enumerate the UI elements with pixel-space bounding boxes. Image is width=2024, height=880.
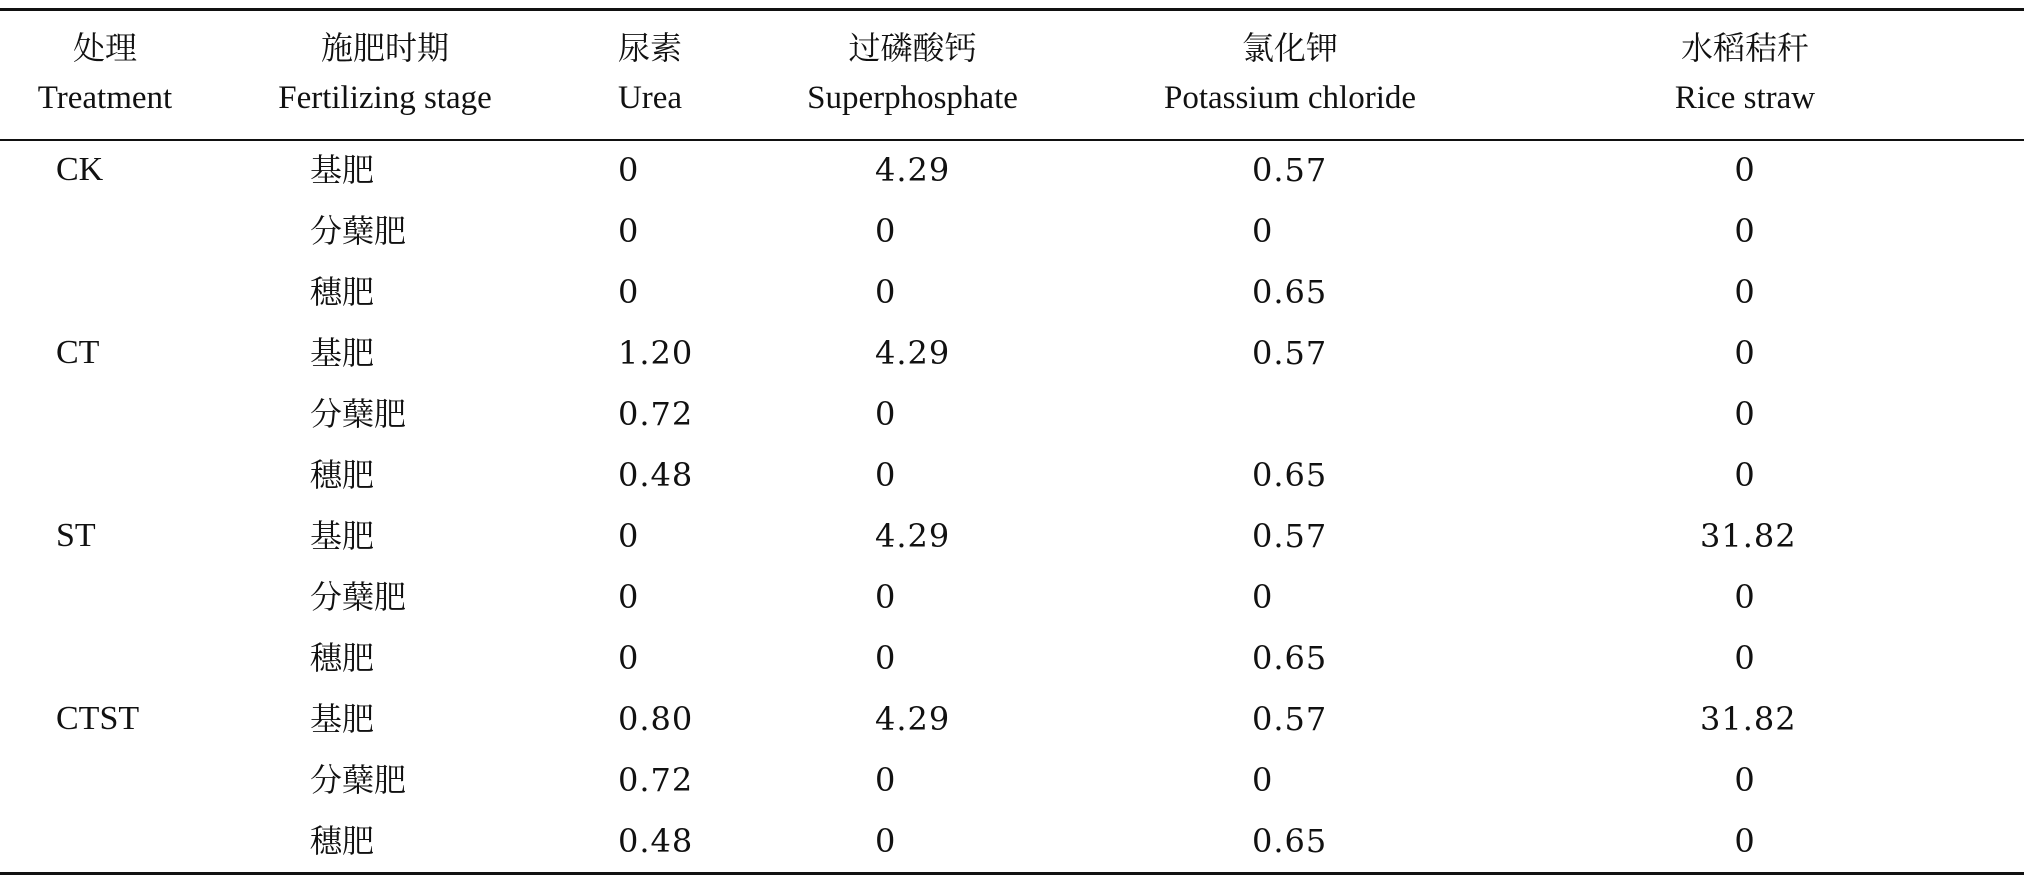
cell-urea: 1.20: [618, 334, 694, 372]
cell-stage: 基肥: [310, 151, 375, 189]
header-treatment-zh: 处理: [72, 29, 137, 67]
cell-stage: 穗肥: [310, 822, 375, 860]
header-treatment-en: Treatment: [37, 80, 173, 116]
cell-urea: 0.72: [618, 761, 694, 799]
table-row: [0, 750, 2024, 811]
table-row: [0, 384, 2024, 445]
table-row: [0, 811, 2024, 872]
cell-potassium: 0.65: [1252, 273, 1328, 311]
cell-urea: 0: [618, 578, 640, 616]
cell-potassium: 0.65: [1252, 639, 1328, 677]
table-row: [0, 628, 2024, 689]
table-row: [0, 567, 2024, 628]
cell-urea: 0.48: [618, 456, 694, 494]
cell-straw: 0: [1734, 151, 1756, 189]
cell-urea: 0.80: [618, 700, 694, 738]
table-row: [0, 262, 2024, 323]
table-row: [0, 140, 2024, 201]
cell-potassium: 0.57: [1252, 151, 1328, 189]
cell-superphosphate: 0: [875, 395, 897, 433]
cell-urea: 0: [618, 639, 640, 677]
table-row: [0, 201, 2024, 262]
cell-stage: 基肥: [310, 517, 375, 555]
cell-urea: 0: [618, 517, 640, 555]
header-potassium-zh: 氯化钾: [1241, 29, 1338, 67]
cell-treatment: CT: [56, 334, 100, 371]
header-stage: [245, 24, 525, 116]
header-superphosphate-en: Superphosphate: [807, 80, 1018, 116]
cell-straw: 0: [1734, 273, 1756, 311]
cell-urea: 0.48: [618, 822, 694, 860]
header-urea-en: Urea: [617, 80, 683, 116]
header-potassium: [1125, 24, 1455, 116]
cell-potassium: 0: [1252, 761, 1274, 799]
header-superphosphate: [770, 24, 1055, 116]
cell-potassium: 0.65: [1252, 822, 1328, 860]
table-bottom-rule: [0, 872, 2024, 875]
cell-superphosphate: 0: [875, 761, 897, 799]
header-urea-zh: 尿素: [617, 29, 682, 67]
cell-urea: 0: [618, 273, 640, 311]
cell-stage: 分蘖肥: [310, 395, 407, 433]
cell-urea: 0: [618, 212, 640, 250]
table-row: [0, 506, 2024, 567]
header-straw-zh: 水稻秸秆: [1680, 29, 1809, 67]
cell-stage: 穗肥: [310, 273, 375, 311]
cell-stage: 穗肥: [310, 639, 375, 677]
header-stage-zh: 施肥时期: [320, 29, 449, 67]
cell-potassium: 0: [1252, 578, 1274, 616]
cell-straw: 0: [1734, 639, 1756, 677]
cell-superphosphate: 0: [875, 822, 897, 860]
cell-superphosphate: 0: [875, 639, 897, 677]
header-straw-en: Rice straw: [1674, 80, 1816, 116]
header-potassium-en: Potassium chloride: [1163, 80, 1417, 116]
cell-straw: 0: [1734, 822, 1756, 860]
cell-treatment: ST: [56, 517, 96, 554]
cell-straw: 0: [1734, 395, 1756, 433]
cell-superphosphate: 4.29: [875, 151, 951, 189]
cell-superphosphate: 4.29: [875, 700, 951, 738]
cell-straw: 31.82: [1700, 517, 1797, 555]
cell-stage: 分蘖肥: [310, 578, 407, 616]
cell-potassium: 0.57: [1252, 700, 1328, 738]
cell-straw: 0: [1734, 212, 1756, 250]
cell-stage: 基肥: [310, 334, 375, 372]
cell-stage: 分蘖肥: [310, 761, 407, 799]
cell-straw: 0: [1734, 334, 1756, 372]
cell-superphosphate: 0: [875, 212, 897, 250]
cell-superphosphate: 0: [875, 456, 897, 494]
table-row: [0, 445, 2024, 506]
cell-straw: 31.82: [1700, 700, 1797, 738]
header-treatment: [0, 24, 210, 116]
cell-stage: 穗肥: [310, 456, 375, 494]
cell-straw: 0: [1734, 761, 1756, 799]
cell-superphosphate: 0: [875, 273, 897, 311]
cell-superphosphate: 4.29: [875, 334, 951, 372]
cell-stage: 分蘖肥: [310, 212, 407, 250]
cell-stage: 基肥: [310, 700, 375, 738]
header-stage-en: Fertilizing stage: [278, 80, 492, 116]
cell-potassium: 0.57: [1252, 517, 1328, 555]
cell-treatment: CK: [56, 151, 104, 188]
cell-urea: 0: [618, 151, 640, 189]
cell-potassium: 0.65: [1252, 456, 1328, 494]
cell-superphosphate: 4.29: [875, 517, 951, 555]
header-straw: [1610, 24, 1880, 116]
cell-straw: 0: [1734, 578, 1756, 616]
cell-superphosphate: 0: [875, 578, 897, 616]
header-urea: [580, 24, 720, 116]
cell-potassium: 0: [1252, 212, 1274, 250]
cell-potassium: 0.57: [1252, 334, 1328, 372]
table-top-rule: [0, 8, 2024, 11]
header-superphosphate-zh: 过磷酸钙: [848, 29, 977, 67]
table-row: [0, 689, 2024, 750]
cell-straw: 0: [1734, 456, 1756, 494]
cell-urea: 0.72: [618, 395, 694, 433]
table-row: [0, 323, 2024, 384]
cell-treatment: CTST: [56, 700, 140, 737]
